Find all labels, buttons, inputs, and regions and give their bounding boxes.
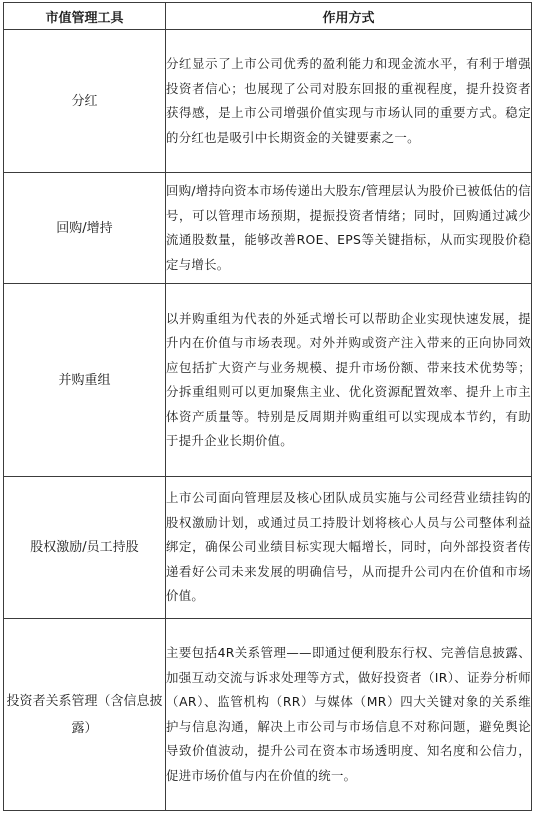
- tool-name: 股权激励/员工持股: [4, 477, 166, 619]
- header-method: 作用方式: [166, 3, 532, 30]
- table-row: [4, 477, 532, 619]
- table-row: [4, 30, 532, 173]
- table-header-row: [4, 3, 532, 30]
- tool-method: 以并购重组为代表的外延式增长可以帮助企业实现快速发展，提升内在价值与市场表现。对外并购或资产注入带来的正向协同效应包括扩大资产与业务规模、提升市场份额、带来技术优势等；分拆重组则可以更加聚焦主业、优化资源配置效率、提升上市主体资产质量等。特别是反周期并购重组可以实现成本节约，有助于提升企业长期价值。: [166, 284, 532, 477]
- tool-name: 并购重组: [4, 284, 166, 477]
- tool-name: 回购/增持: [4, 173, 166, 284]
- tool-name: 投资者关系管理（含信息披露）: [4, 619, 166, 811]
- tool-name: 分红: [4, 30, 166, 173]
- table-row: [4, 173, 532, 284]
- tool-method: 主要包括4R关系管理——即通过便利股东行权、完善信息披露、加强互动交流与诉求处理等方式，做好投资者（IR）、证券分析师（AR）、监管机构（RR）与媒体（MR）四大关键对象的关系维护与信息沟通，解决上市公司与市场信息不对称问题，避免舆论导致价值波动，提升公司在资本市场透明度、知名度和公信力，促进市场价值与内在价值的统一。: [166, 619, 532, 811]
- table-row: [4, 284, 532, 477]
- tool-method: 分红显示了上市公司优秀的盈利能力和现金流水平，有利于增强投资者信心；也展现了公司对股东回报的重视程度，提升投资者获得感，是上市公司增强价值实现与市场认同的重要方式。稳定的分红也是吸引中长期资金的关键要素之一。: [166, 30, 532, 173]
- table-row: [4, 619, 532, 811]
- tool-method: 回购/增持向资本市场传递出大股东/管理层认为股价已被低估的信号，可以管理市场预期，提振投资者情绪；同时，回购通过减少流通股数量，能够改善ROE、EPS等关键指标，从而实现股价稳定与增长。: [166, 173, 532, 284]
- header-tool: 市值管理工具: [4, 3, 166, 30]
- market-value-tools-table: [3, 2, 532, 811]
- tool-method: 上市公司面向管理层及核心团队成员实施与公司经营业绩挂钩的股权激励计划，或通过员工持股计划将核心人员与公司整体利益绑定，确保公司业绩目标实现大幅增长，同时，向外部投资者传递看好公司未来发展的明确信号，从而提升公司内在价值和市场价值。: [166, 477, 532, 619]
